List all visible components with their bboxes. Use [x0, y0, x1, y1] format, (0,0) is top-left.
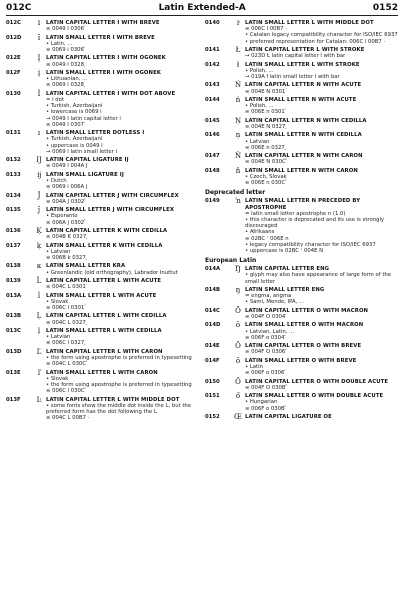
char-code: 0136: [6, 227, 21, 234]
char-name: LATIN CAPITAL LETTER L WITH STROKE: [245, 47, 365, 53]
char-code: 012F: [6, 69, 21, 76]
deprecated-entries: [205, 198, 398, 254]
char-code: 012E: [6, 55, 21, 62]
annotation-line: = i dot: [46, 97, 199, 103]
char-body: [46, 370, 199, 395]
annotation-line: ≡ 0069 i 006A j: [46, 184, 199, 190]
annotation-line: ≡ 004F O 0306 ̆: [245, 349, 398, 355]
char-name: LATIN CAPITAL LETTER I WITH OGONEK: [46, 55, 166, 62]
european-entries: [205, 266, 398, 420]
char-glyph: ķ: [36, 241, 42, 250]
char-body: [245, 322, 398, 341]
char-body: [245, 393, 398, 412]
char-code: 014B: [205, 287, 221, 293]
char-code: 0130: [6, 90, 21, 97]
char-glyph: Ń: [234, 81, 242, 90]
annotation-line: • some fonts show the middle dot inside the L, but the preferred form has the dot following the L: [46, 403, 199, 415]
char-entry: [205, 153, 398, 165]
char-glyph: Ĵ: [37, 191, 41, 200]
char-name: LATIN SMALL LETTER L WITH CARON: [46, 369, 158, 376]
char-name: LATIN SMALL LETTER N WITH CEDILLA: [245, 132, 362, 139]
char-glyph: ł: [236, 60, 240, 69]
char-entry: [6, 193, 199, 205]
char-glyph: Ľ: [36, 347, 42, 356]
char-body: [46, 243, 199, 262]
char-name: LATIN SMALL LETTER K WITH CEDILLA: [46, 242, 163, 249]
annotation-line: • legacy compatibility character for ISO/IEC 6937: [245, 242, 398, 248]
char-entry: [6, 349, 199, 368]
annotation-line: • preferred representation for Catalan: 006C l 00B7 ·: [245, 39, 398, 45]
char-code: 0134: [6, 192, 21, 199]
char-glyph: ń: [235, 95, 241, 104]
char-name: LATIN CAPITAL LETTER O WITH MACRON: [245, 307, 369, 314]
annotation-line: • Catalan legacy compatibility character for ISO/IEC 6937: [245, 32, 398, 38]
char-entry: [6, 35, 199, 54]
char-name: LATIN SMALL LETTER L WITH STROKE: [245, 61, 360, 68]
annotation-line: • Greenlandic (old orthography), Labrador Inuttut: [46, 270, 199, 276]
annotation-line: ≡ 004F O 0304 ̄: [245, 314, 398, 320]
char-name: LATIN CAPITAL LETTER L WITH ACUTE: [46, 277, 162, 284]
char-glyph: ı: [37, 129, 41, 138]
annotation-line: • Sami, Mende, IPA, ...: [245, 299, 398, 305]
header-range-start: 012C: [6, 3, 32, 13]
annotation-line: • Czech, Slovak: [245, 174, 398, 180]
char-name: LATIN SMALL LETTER O WITH MACRON: [245, 322, 364, 329]
char-entry: [6, 228, 199, 240]
char-entry: [6, 55, 199, 67]
char-entry: [205, 198, 398, 254]
annotation-line: ≡ 006F o 0306 ̆: [245, 370, 398, 376]
annotation-line: • Afrikaans: [245, 229, 398, 235]
char-glyph: Ņ: [234, 116, 242, 125]
char-body: [245, 82, 398, 94]
annotation-line: • Slovak: [46, 299, 199, 305]
page-header: [6, 3, 398, 16]
annotation-line: ≡ 006F o 0304 ̄: [245, 335, 398, 341]
char-entry: [205, 287, 398, 306]
char-glyph: Œ: [234, 412, 242, 421]
char-body: [46, 70, 199, 89]
char-entry: [6, 278, 199, 290]
annotation-line: ≡ 006B k 0327 ̧: [46, 255, 199, 261]
annotation-line: • this character is deprecated and its use is strongly discouraged: [245, 217, 398, 229]
char-entry: [205, 132, 398, 151]
char-name: LATIN SMALL LETTER KRA: [46, 263, 126, 270]
char-name: LATIN CAPITAL LETTER N WITH CEDILLA: [245, 117, 367, 124]
char-glyph: ĳ: [37, 170, 41, 179]
char-code: 0150: [205, 378, 220, 385]
annotation-line: • Latin, ...: [46, 41, 199, 47]
char-code: 012D: [6, 34, 22, 41]
annotation-line: ≡ 004C L 0301 ́: [46, 284, 199, 290]
char-name: LATIN CAPITAL LETTER N WITH ACUTE: [245, 82, 362, 89]
char-entry: [6, 328, 199, 347]
char-code: 0145: [205, 117, 220, 124]
char-name: LATIN CAPITAL LETTER O WITH DOUBLE ACUTE: [245, 378, 389, 385]
annotation-line: ≡ 006C l 00B7 ·: [245, 26, 398, 32]
annotation-line: ≡ 006A j 0302 ̂: [46, 220, 199, 226]
char-entry: [6, 263, 199, 275]
char-entry: [205, 97, 398, 116]
char-glyph: Ĭ: [37, 20, 41, 27]
char-code: 013A: [6, 292, 22, 299]
char-entry: [6, 293, 199, 312]
char-body: [46, 130, 199, 155]
char-entry: [205, 62, 398, 81]
annotation-line: ≡ 0049 I 0307 ̇: [46, 122, 199, 128]
annotation-line: ≡ 004C L 030C ̌: [46, 361, 199, 367]
annotation-line: ≡ 004E N 030C ̌: [245, 159, 398, 165]
char-name: LATIN CAPITAL LETTER ENG: [245, 266, 330, 273]
char-code: 0139: [6, 277, 21, 284]
char-glyph: İ: [37, 89, 41, 98]
annotation-line: ≡ 0069 i 0306 ̆: [46, 47, 199, 53]
char-glyph: Į: [37, 54, 41, 63]
section-heading-deprecated: Deprecated letter: [205, 189, 266, 197]
char-body: [46, 172, 199, 191]
annotation-line: • Latvian: [46, 249, 199, 255]
char-entry: [205, 168, 398, 187]
char-glyph: ő: [235, 392, 241, 401]
annotation-line: → 019A ƚ latin small letter l with bar: [245, 74, 398, 80]
char-name: LATIN CAPITAL LETTER K WITH CEDILLA: [46, 227, 168, 234]
annotation-line: ≡ 004E N 0301 ́: [245, 89, 398, 95]
char-entry: [6, 397, 199, 422]
annotation-line: ≡ 0049 I 004A J: [46, 163, 199, 169]
char-code: 014E: [205, 343, 220, 350]
char-glyph: ĭ: [37, 33, 41, 42]
annotation-line: ≡ 02BC ʼ 006E n: [245, 236, 398, 242]
char-name: LATIN SMALL LETTER J WITH CIRCUMFLEX: [46, 207, 175, 214]
annotation-line: • uppercase is 02BC ʼ 004E N: [245, 248, 398, 254]
entry-columns: [6, 20, 398, 424]
annotation-line: ≡ 0069 i 0328 ̨: [46, 82, 199, 88]
char-code: 013B: [6, 313, 22, 320]
char-glyph: ň: [235, 166, 241, 175]
char-body: [46, 293, 199, 312]
char-code: 014A: [205, 266, 221, 273]
char-glyph: Ĺ: [36, 276, 42, 285]
char-body: [46, 263, 199, 275]
char-glyph: Ļ: [36, 312, 42, 321]
char-code: 014C: [205, 307, 220, 314]
char-glyph: ŏ: [235, 356, 241, 365]
char-entry: [6, 313, 199, 325]
char-code: 0137: [6, 242, 21, 249]
char-body: [245, 358, 398, 377]
char-glyph: ĵ: [37, 206, 41, 215]
char-code: 014D: [205, 322, 221, 329]
char-body: [46, 35, 199, 54]
annotation-line: • Latvian: [46, 334, 199, 340]
annotation-line: • Hungarian: [245, 399, 398, 405]
char-entry: [205, 308, 398, 320]
char-code: 0146: [205, 132, 220, 139]
char-glyph: ō: [235, 321, 241, 330]
char-name: LATIN CAPITAL LETTER L WITH MIDDLE DOT: [46, 396, 180, 403]
char-body: [46, 278, 199, 290]
char-name: LATIN SMALL LETTER L WITH MIDDLE DOT: [245, 20, 374, 26]
annotation-line: • Turkish, Azerbaijani: [46, 103, 199, 109]
char-code: 013E: [6, 369, 21, 376]
char-glyph: Ŋ: [235, 265, 241, 274]
char-code: 013C: [6, 327, 21, 334]
char-entry: [205, 414, 398, 420]
char-entry: [205, 393, 398, 412]
char-body: [245, 414, 398, 420]
char-name: LATIN CAPITAL LETTER J WITH CIRCUMFLEX: [46, 192, 179, 199]
char-entry: [205, 322, 398, 341]
char-code: 014F: [205, 357, 220, 364]
char-glyph: ĸ: [36, 262, 42, 271]
section-heading-european: European Latin: [205, 257, 257, 265]
char-entry: [6, 172, 199, 191]
annotation-line: ≡ 006F o 030B ̋: [245, 406, 398, 412]
char-body: [245, 266, 398, 285]
char-name: LATIN CAPITAL LETTER L WITH CEDILLA: [46, 313, 167, 320]
char-code: 0141: [205, 47, 220, 53]
char-code: 0151: [205, 393, 220, 400]
char-glyph: ļ: [37, 326, 41, 335]
char-body: [46, 157, 199, 169]
annotation-line: → 0069 i latin small letter i: [46, 149, 199, 155]
annotation-line: ≡ 006C l 0301 ́: [46, 305, 199, 311]
char-body: [245, 20, 398, 45]
char-entry: [205, 379, 398, 391]
char-entry: [6, 91, 199, 128]
annotation-line: = latin small letter apostrophe n (1.0): [245, 211, 398, 217]
char-code: 0133: [6, 171, 21, 178]
char-entry: [6, 243, 199, 262]
right-column: [205, 20, 398, 424]
char-code: 0147: [205, 153, 220, 160]
annotation-line: • the form using apostrophe is preferred in typesetting: [46, 382, 199, 388]
annotation-line: • uppercase is 0049 I: [46, 143, 199, 149]
char-name: LATIN SMALL LETTER I WITH OGONEK: [46, 69, 162, 76]
char-glyph: Ķ: [36, 226, 42, 235]
char-code: 0149: [205, 198, 220, 205]
char-entry: [205, 20, 398, 45]
char-body: [46, 397, 199, 422]
char-name: LATIN CAPITAL LETTER L WITH CARON: [46, 348, 163, 355]
annotation-line: ≡ 004A J 0302 ̂: [46, 199, 199, 205]
char-code: 0140: [205, 20, 220, 26]
char-body: [46, 91, 199, 128]
header-range-end: 0152: [372, 3, 398, 13]
char-body: [46, 193, 199, 205]
char-entry: [205, 47, 398, 59]
char-body: [46, 228, 199, 240]
char-code: 0152: [205, 413, 220, 420]
char-name: LATIN SMALL LIGATURE IJ: [46, 171, 124, 178]
char-code: 0135: [6, 207, 21, 214]
char-name: LATIN SMALL LETTER N WITH ACUTE: [245, 96, 357, 103]
char-name: LATIN CAPITAL LETTER I WITH BREVE: [46, 20, 160, 26]
char-name: LATIN CAPITAL LETTER N WITH CARON: [245, 153, 363, 160]
char-name: LATIN SMALL LETTER O WITH DOUBLE ACUTE: [245, 393, 384, 400]
char-name: LATIN SMALL LETTER L WITH CEDILLA: [46, 327, 162, 334]
char-name: LATIN SMALL LETTER DOTLESS I: [46, 130, 145, 137]
char-name: LATIN SMALL LETTER I WITH BREVE: [46, 34, 155, 41]
char-name: LATIN SMALL LETTER N PRECEDED BY APOSTROPHE: [245, 198, 361, 211]
char-glyph: Ĳ: [36, 156, 42, 165]
annotation-line: ≡ 006C l 0327 ̧: [46, 340, 199, 346]
char-name: LATIN SMALL LETTER O WITH BREVE: [245, 357, 357, 364]
char-code: 0131: [6, 130, 21, 137]
left-column: [6, 20, 199, 424]
annotation-line: • Latvian: [245, 139, 398, 145]
annotation-line: • Latin: [245, 364, 398, 370]
char-entry: [6, 130, 199, 155]
annotation-line: • the form using apostrophe is preferred in typesetting: [46, 355, 199, 361]
char-entry: [205, 82, 398, 94]
annotation-line: • Polish, ...: [245, 103, 398, 109]
char-name: LATIN CAPITAL LIGATURE OE: [245, 413, 332, 420]
annotation-line: ≡ 0049 I 0328 ̨: [46, 62, 199, 68]
char-glyph: Ő: [235, 377, 241, 386]
char-entry: [6, 20, 199, 32]
char-code: 013F: [6, 396, 21, 403]
char-entry: [6, 157, 199, 169]
char-code: 012C: [6, 20, 21, 26]
annotation-line: ≡ 006E n 0327 ̧: [245, 145, 398, 151]
char-glyph: Ň: [234, 152, 242, 161]
char-body: [46, 55, 199, 67]
char-name: LATIN SMALL LETTER N WITH CARON: [245, 167, 358, 174]
char-entry: [6, 207, 199, 226]
char-body: [245, 153, 398, 165]
annotation-line: ≡ 0049 I 0306 ̆: [46, 26, 199, 32]
char-entry: [205, 266, 398, 285]
annotation-line: • Lithuanian, ...: [46, 76, 199, 82]
annotation-line: • glyph may also have appearance of large form of the small letter: [245, 272, 398, 284]
char-body: [245, 287, 398, 306]
char-code: 0138: [6, 263, 21, 270]
char-name: LATIN SMALL LETTER ENG: [245, 287, 325, 293]
char-glyph: ņ: [235, 131, 241, 140]
char-glyph: Ŏ: [235, 342, 241, 351]
annotation-line: ≡ 006E n 0301 ́: [245, 109, 398, 115]
header-block-title: Latin Extended-A: [158, 3, 246, 13]
char-glyph: ŉ: [234, 197, 242, 206]
annotation-line: • Polish, ...: [245, 68, 398, 74]
char-entry: [6, 370, 199, 395]
char-body: [46, 207, 199, 226]
char-code: 0148: [205, 167, 220, 174]
char-name: LATIN CAPITAL LETTER I WITH DOT ABOVE: [46, 90, 176, 97]
char-body: [46, 20, 199, 32]
char-glyph: į: [37, 68, 41, 77]
char-body: [245, 343, 398, 355]
annotation-line: • Dutch: [46, 178, 199, 184]
annotation-line: ≡ 006E n 030C ̌: [245, 180, 398, 186]
char-body: [46, 313, 199, 325]
char-glyph: Ŀ: [36, 395, 42, 404]
char-body: [245, 118, 398, 130]
char-body: [245, 62, 398, 81]
char-body: [245, 308, 398, 320]
annotation-line: ≡ 004B K 0327 ̧: [46, 234, 199, 240]
char-glyph: Ł: [235, 46, 241, 54]
char-code: 0143: [205, 82, 220, 89]
annotation-line: ≡ 004E N 0327 ̧: [245, 124, 398, 130]
char-name: LATIN CAPITAL LIGATURE IJ: [46, 157, 129, 164]
char-body: [245, 379, 398, 391]
char-code: 0132: [6, 157, 21, 164]
char-code: 0142: [205, 61, 220, 68]
char-glyph: Ō: [235, 306, 241, 315]
char-glyph: ĺ: [37, 291, 41, 300]
char-body: [46, 349, 199, 368]
char-code: 013D: [6, 348, 22, 355]
char-code: 0144: [205, 96, 220, 103]
annotation-line: • lowercase is 0069 i: [46, 109, 199, 115]
char-body: [245, 198, 398, 254]
annotation-line: • Turkish, Azerbaijani: [46, 136, 199, 142]
char-entry: [205, 343, 398, 355]
char-name: LATIN SMALL LETTER L WITH ACUTE: [46, 292, 157, 299]
annotation-line: • Latvian, Latin, ...: [245, 329, 398, 335]
char-glyph: ŋ: [235, 286, 241, 294]
char-body: [245, 168, 398, 187]
annotation-line: • Esperanto: [46, 213, 199, 219]
annotation-line: → 023D Ƚ latin capital letter l with bar: [245, 53, 398, 59]
char-glyph: ŀ: [236, 20, 240, 27]
right-entries: [205, 20, 398, 186]
char-body: [245, 97, 398, 116]
char-body: [245, 47, 398, 59]
char-entry: [205, 118, 398, 130]
char-entry: [6, 70, 199, 89]
annotation-line: • Slovak: [46, 376, 199, 382]
annotation-line: ≡ 006C l 030C ̌: [46, 388, 199, 394]
annotation-line: ≡ 004C L 0327 ̧: [46, 320, 199, 326]
char-name: LATIN CAPITAL LETTER O WITH BREVE: [245, 343, 362, 350]
char-body: [46, 328, 199, 347]
annotation-line: → 0049 I latin capital letter i: [46, 116, 199, 122]
char-body: [245, 132, 398, 151]
char-glyph: ľ: [37, 368, 41, 377]
annotation-line: = engma, angma: [245, 293, 398, 299]
annotation-line: ≡ 004F O 030B ̋: [245, 385, 398, 391]
annotation-line: ≡ 004C L 00B7 ·: [46, 415, 199, 421]
char-entry: [205, 358, 398, 377]
